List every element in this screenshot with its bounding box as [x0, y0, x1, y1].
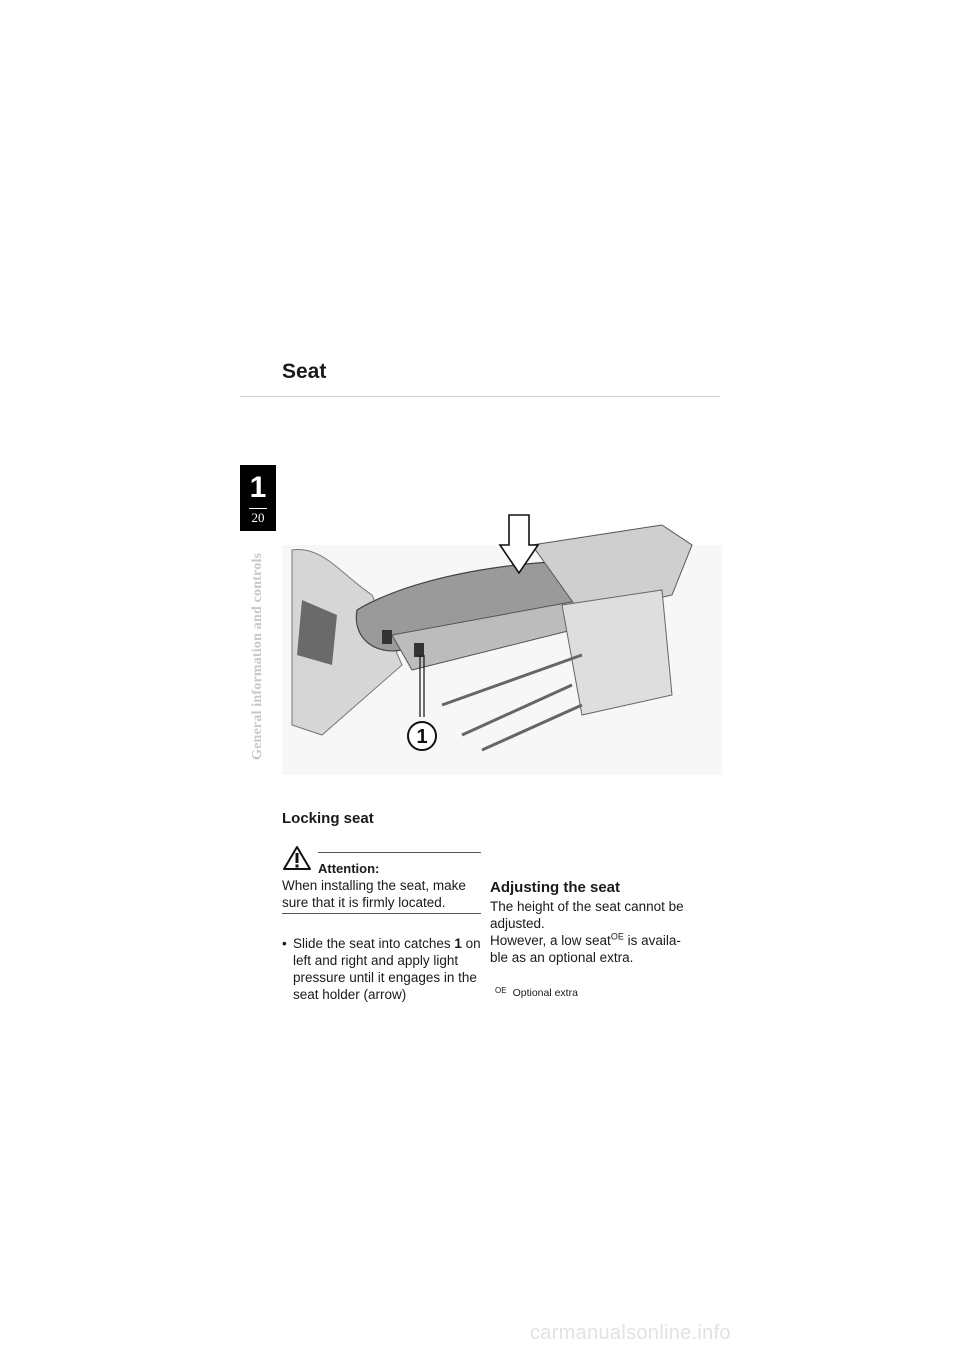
title-divider: [240, 396, 720, 397]
pannier-frame: [562, 590, 672, 715]
adjusting-seat-heading: Adjusting the seat: [490, 879, 621, 896]
catch-right: [414, 643, 424, 657]
warning-icon: [282, 845, 312, 871]
callout-number: 1: [416, 726, 428, 748]
catch-reference: 1: [454, 936, 462, 951]
adjusting-text: The height of the seat cannot be adjusted. However, a low seat$^{OE}$ is availa-ble as an optional extra.: [490, 899, 684, 965]
section-side-label: General information and controls: [250, 552, 265, 760]
bullet-list: [282, 935, 482, 1003]
bullet-mark: •: [282, 936, 287, 951]
attention-label: Attention:: [318, 861, 380, 876]
catch-left: [382, 630, 392, 644]
locking-seat-heading: Locking seat: [282, 810, 374, 827]
page-title: Seat: [282, 360, 327, 383]
attention-text: When installing the seat, make sure that it is firmly located.: [282, 878, 466, 910]
seat-illustration: [282, 505, 722, 775]
page-number: 20: [251, 510, 265, 525]
watermark: carmanualsonline.info: [530, 1322, 731, 1344]
optional-extra-mark: OE: [610, 931, 624, 942]
list-item: Slide the seat into catches 1 on left and right and apply light pressure until it engages in the seat holder (arrow): [293, 936, 481, 1002]
footnote: $^{OE}$ Optional extra: [495, 986, 578, 999]
attention-bottom-rule: [282, 913, 481, 914]
chapter-divider: [249, 508, 267, 509]
attention-top-rule: [318, 852, 481, 853]
chapter-number: 1: [249, 471, 267, 504]
chapter-tab: [240, 465, 276, 531]
